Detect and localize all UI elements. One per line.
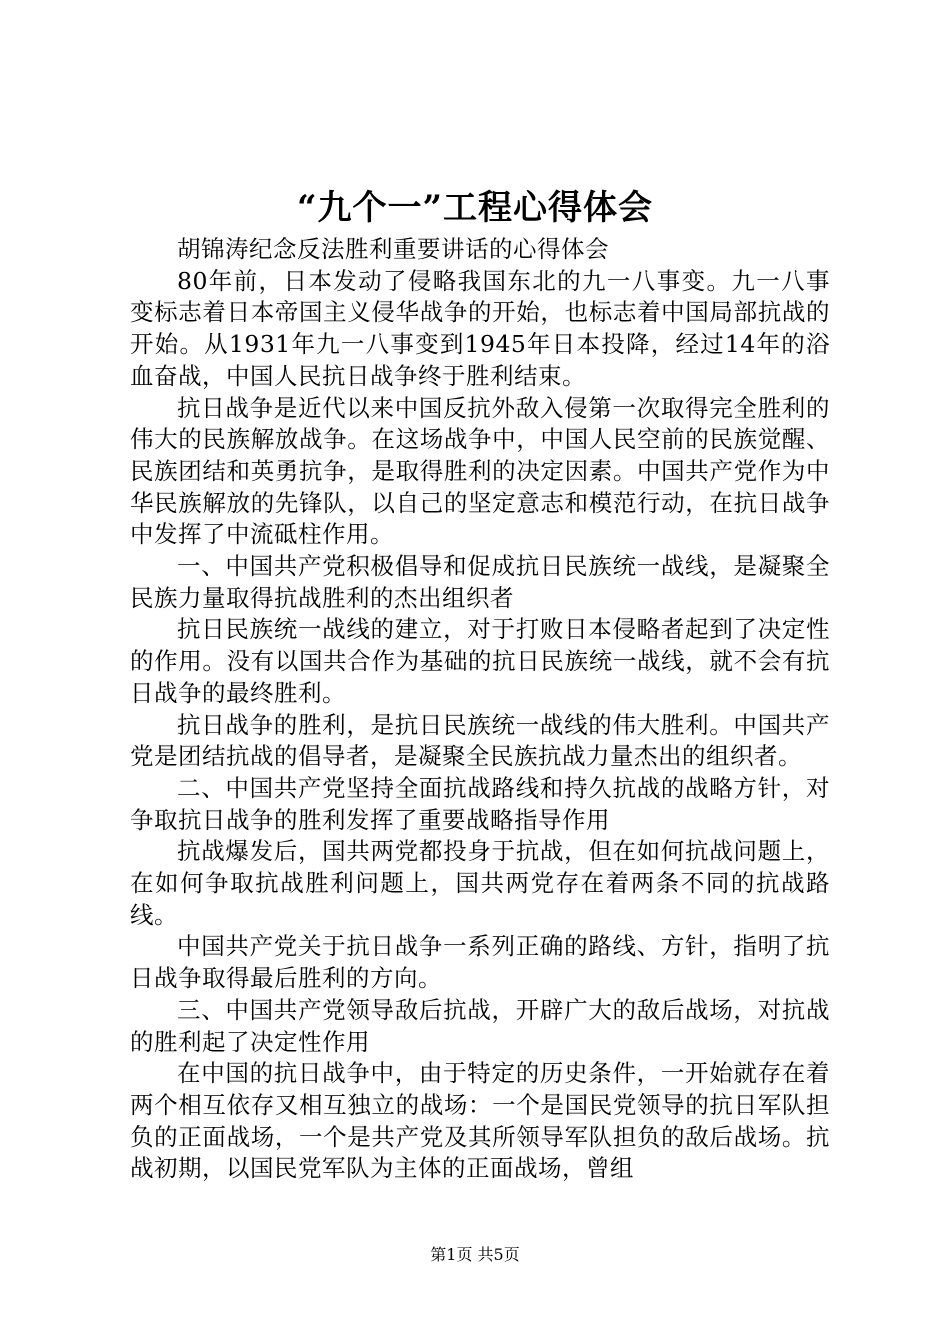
paragraph: 80年前，日本发动了侵略我国东北的九一八事变。九一八事变标志着日本帝国主义侵华战争的开始，也标志着中国局部抗战的开始。从1931年九一八事变到1945年日本投降，经过14年的浴血奋战，中国人民抗日战争终于胜利结束。 <box>130 266 830 390</box>
page-number-footer: 第1页 共5页 <box>430 1245 520 1264</box>
section-heading-1: 一、中国共产党积极倡导和促成抗日民族统一战线，是凝聚全民族力量取得抗战胜利的杰出组织者 <box>130 552 830 612</box>
document-title: “九个一”工程心得体会 <box>296 188 654 228</box>
paragraph: 在中国的抗日战争中，由于特定的历史条件，一开始就存在着两个相互依存又相互独立的战场：一个是国民党领导的抗日军队担负的正面战场，一个是共产党及其所领导军队担负的敌后战场。抗战初期，以国民党军队为主体的正面战场，曾组 <box>130 1059 830 1183</box>
paragraph: 抗日战争的胜利，是抗日民族统一战线的伟大胜利。中国共产党是团结抗战的倡导者，是凝聚全民族抗战力量杰出的组织者。 <box>130 710 830 771</box>
section-heading-3: 三、中国共产党领导敌后抗战，开辟广大的敌后战场，对抗战的胜利起了决定性作用 <box>130 995 830 1056</box>
paragraph: 抗日民族统一战线的建立，对于打败日本侵略者起到了决定性的作用。没有以国共合作为基础的抗日民族统一战线，就不会有抗日战争的最终胜利。 <box>130 615 830 707</box>
paragraph: 抗日战争是近代以来中国反抗外敌入侵第一次取得完全胜利的伟大的民族解放战争。在这场战争中，中国人民空前的民族觉醒、民族团结和英勇抗争，是取得胜利的决定因素。中国共产党作为中华民族解放的先锋队，以自己的坚定意志和模范行动，在抗日战争中发挥了中流砥柱作用。 <box>130 393 830 549</box>
paragraph: 抗战爆发后，国共两党都投身于抗战，但在如何抗战问题上，在如何争取抗战胜利问题上，国共两党存在着两条不同的抗战路线。 <box>130 837 830 929</box>
paragraph-subtitle: 胡锦涛纪念反法胜利重要讲话的心得体会 <box>177 235 609 263</box>
paragraph: 中国共产党关于抗日战争一系列正确的路线、方针，指明了抗日战争取得最后胜利的方向。 <box>130 932 830 993</box>
document-body <box>130 234 830 1185</box>
section-heading-2: 二、中国共产党坚持全面抗战路线和持久抗战的战略方针，对争取抗日战争的胜利发挥了重要战略指导作用 <box>130 773 830 834</box>
